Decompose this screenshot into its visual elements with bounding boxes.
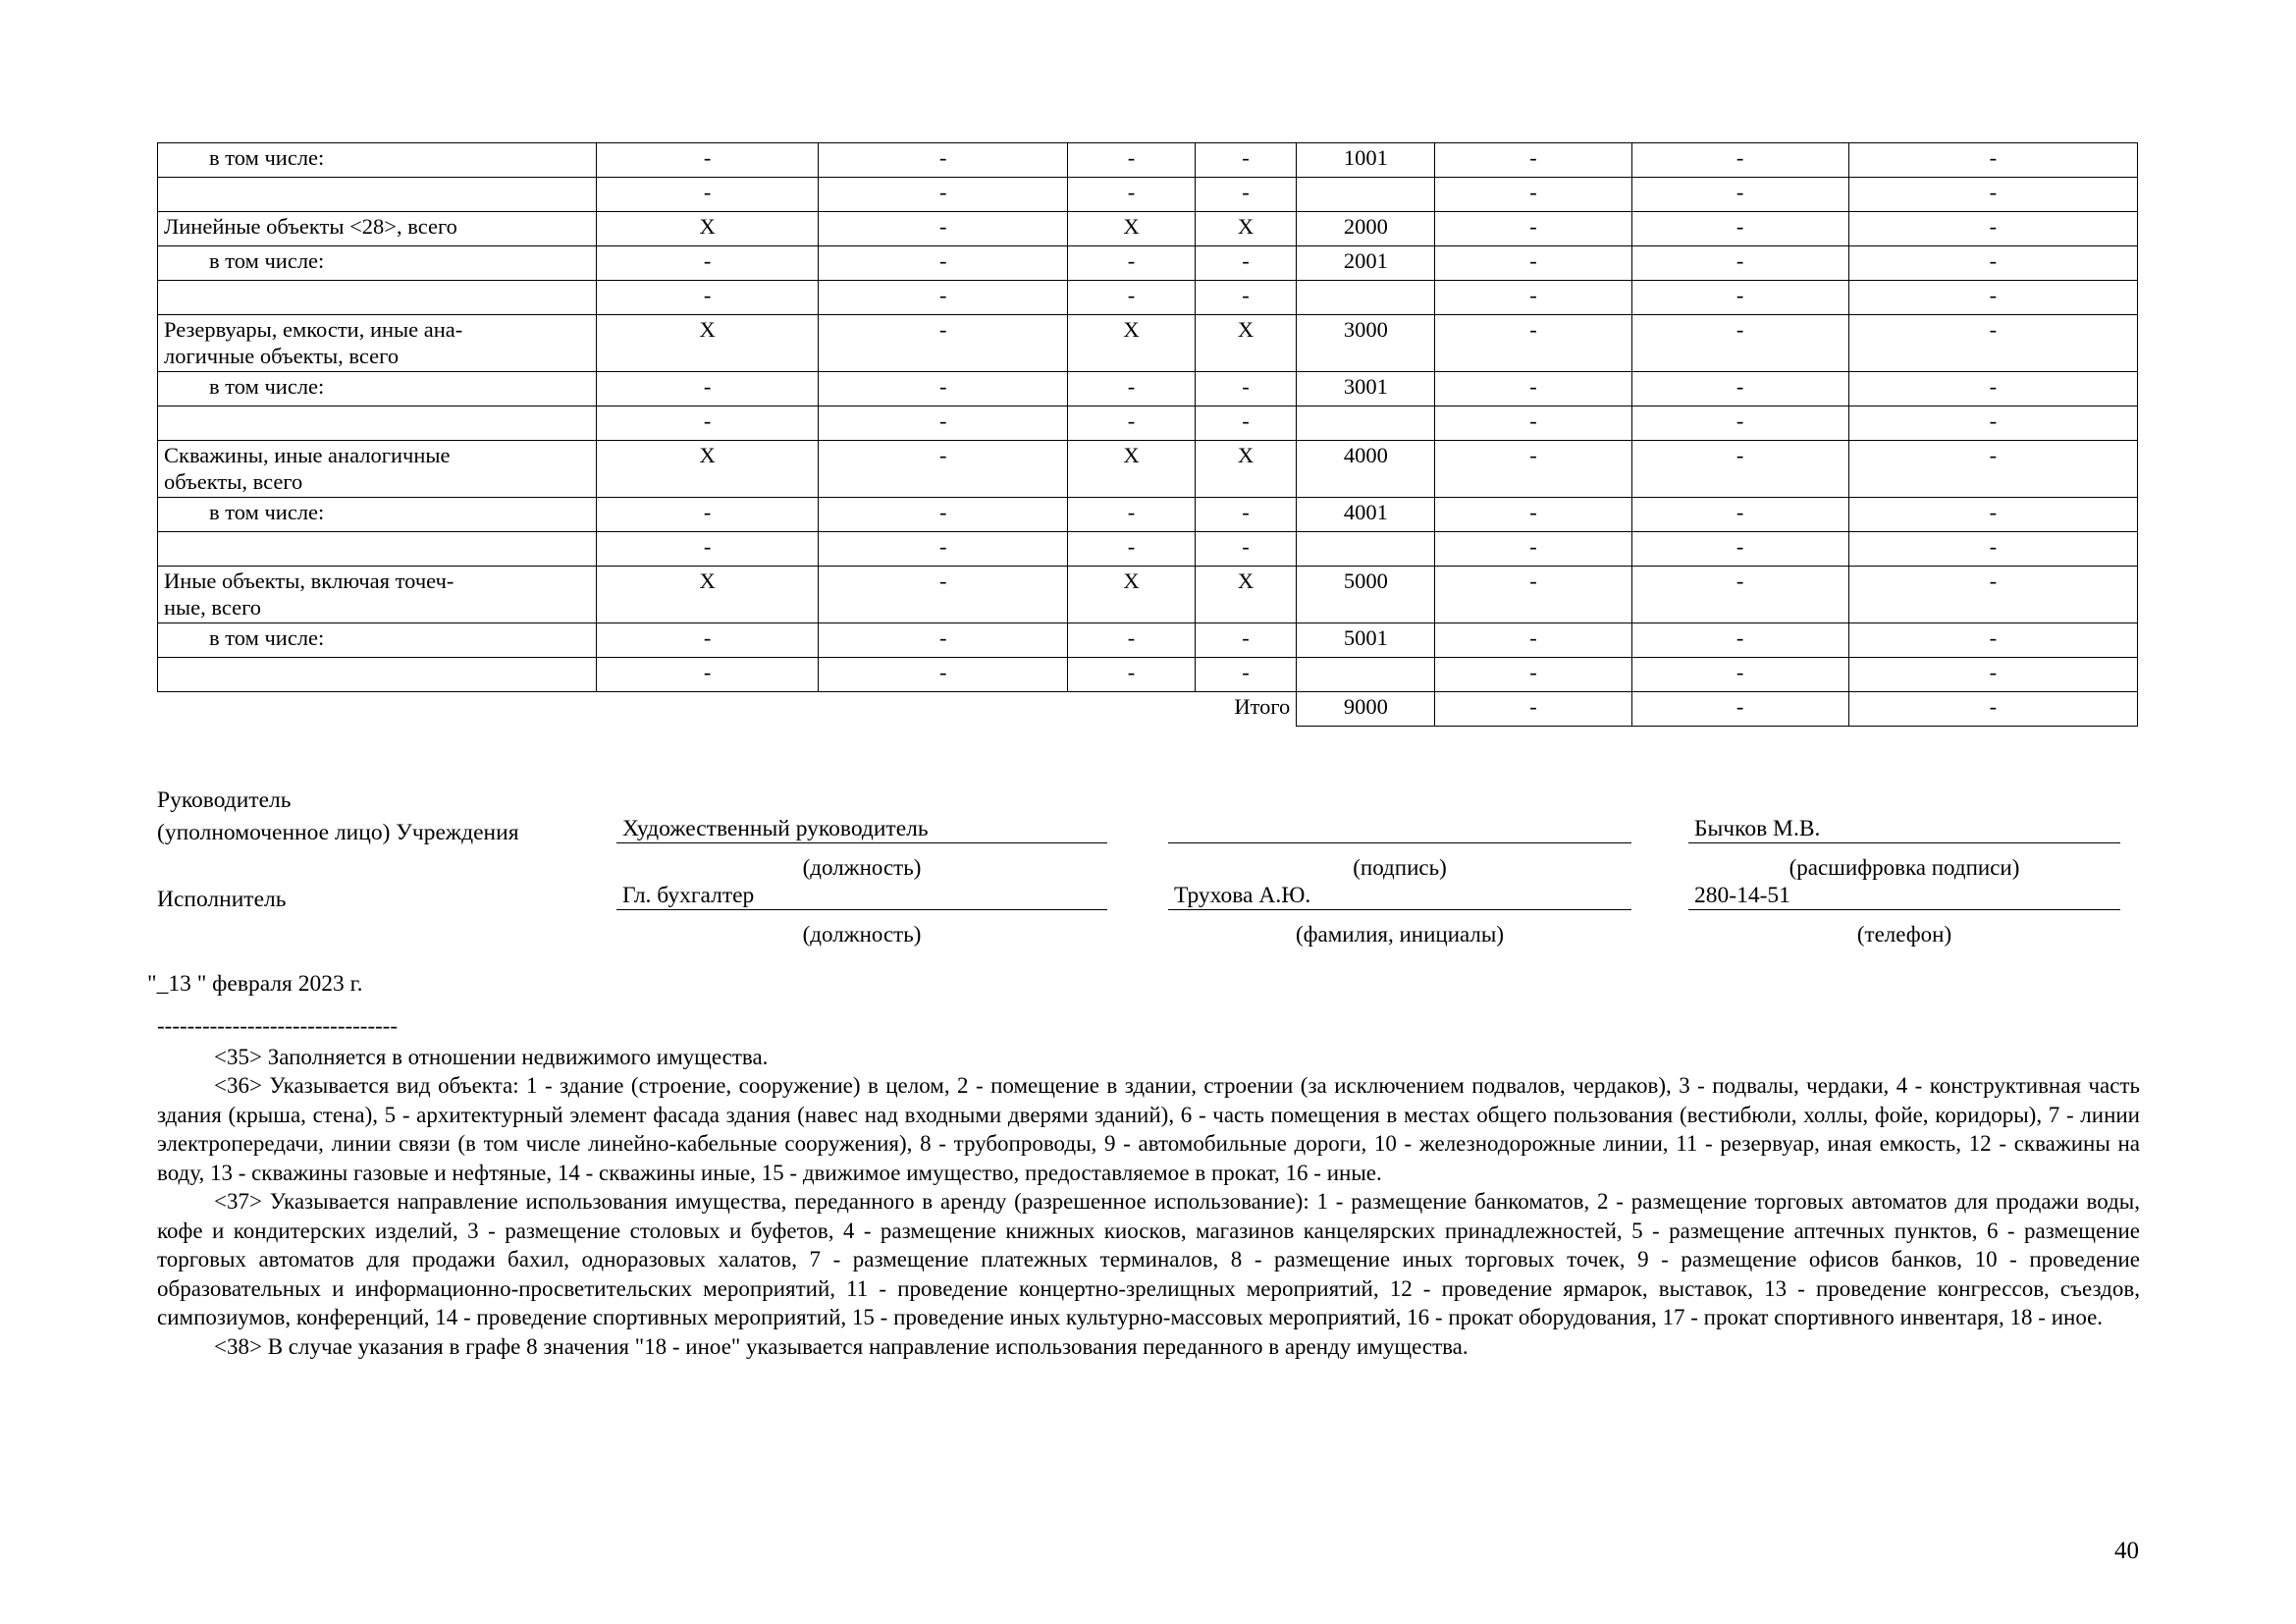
cell-col9: -: [1848, 281, 2137, 315]
cell-col3: -: [819, 315, 1068, 372]
cell-col9: -: [1848, 532, 2137, 567]
cell-col8: -: [1631, 567, 1848, 623]
total-label: Итого: [1234, 694, 1291, 720]
cell-col9: -: [1848, 178, 2137, 212]
footnotes-block: [157, 1011, 2140, 1362]
cell-col5: -: [1195, 281, 1297, 315]
row-label: в том числе:: [158, 498, 597, 532]
cell-col8: -: [1631, 212, 1848, 246]
row-label: в том числе:: [158, 623, 597, 658]
cell-col7: -: [1435, 315, 1631, 372]
cell-col3: -: [819, 281, 1068, 315]
property-table: [157, 142, 2138, 727]
cell-col3: -: [819, 143, 1068, 178]
total-col9: -: [1848, 692, 2137, 727]
cell-col4: -: [1068, 623, 1195, 658]
cell-col8: -: [1631, 178, 1848, 212]
total-code: 9000: [1297, 692, 1435, 727]
cell-col4: -: [1068, 372, 1195, 406]
cell-col4: X: [1068, 441, 1195, 498]
cell-col4: -: [1068, 143, 1195, 178]
table-row: [158, 178, 2138, 212]
caption-signature: (подпись): [1353, 855, 1447, 880]
cell-col7: -: [1435, 143, 1631, 178]
table-row: [158, 246, 2138, 281]
cell-col3: -: [819, 212, 1068, 246]
signature-block: [147, 785, 2140, 1004]
row-label: Резервуары, емкости, иные ана- логичные объекты, всего: [158, 315, 597, 372]
row-code: 1001: [1297, 143, 1435, 178]
cell-col9: -: [1848, 315, 2137, 372]
table-row: [158, 281, 2138, 315]
executor-name-field[interactable]: Трухова А.Ю.: [1168, 881, 1631, 910]
cell-col2: -: [597, 143, 819, 178]
footnote-38: <38> В случае указания в графе 8 значения "18 - иное" указывается направление использования переданного в аренду имущества.: [214, 1334, 1468, 1360]
cell-col8: -: [1631, 441, 1848, 498]
caption-surname: (фамилия, инициалы): [1295, 922, 1505, 947]
row-code: 4000: [1297, 441, 1435, 498]
cell-col7: -: [1435, 178, 1631, 212]
cell-col4: -: [1068, 178, 1195, 212]
footnote-36: <36> Указывается вид объекта: 1 - здание (строение, сооружение) в целом, 2 - помещение в здании, строении (за исключением подвалов, чердаков), 3 - подвалы, чердаки, 4 - конструктивная часть здания (крыша, стена), 5 - архитектурный элемент фасада здания (навес над входными дверями зданий), 6 - часть помещения в местах общего пользования (вестибюли, холлы, фойе, коридоры), 7 - линии электропередачи, линии связи (в том числе линейно-кабельные сооружения), 8 - трубопроводы, 9 - автомобильные дороги, 10 - железнодорожные линии, 11 - резервуар, иная емкость, 12 - скважины на воду, 13 - скважины газовые и нефтяные, 14 - скважины иные, 15 - движимое имущество, предоставляемое в прокат, 16 - иные.: [157, 1073, 2140, 1185]
property-table-container: [157, 142, 2138, 727]
cell-col8: -: [1631, 532, 1848, 567]
table-row: [158, 658, 2138, 692]
cell-col7: -: [1435, 532, 1631, 567]
cell-col3: -: [819, 441, 1068, 498]
cell-col2: X: [597, 441, 819, 498]
cell-col7: -: [1435, 281, 1631, 315]
row-label: [158, 658, 597, 692]
cell-col5: -: [1195, 498, 1297, 532]
executor-row: [157, 885, 2140, 920]
caption-position-2: (должность): [802, 922, 922, 947]
row-label: в том числе:: [158, 372, 597, 406]
date-row: [147, 965, 2140, 1004]
cell-col4: -: [1068, 498, 1195, 532]
cell-col2: -: [597, 658, 819, 692]
cell-col2: -: [597, 246, 819, 281]
cell-col3: -: [819, 623, 1068, 658]
cell-col9: -: [1848, 623, 2137, 658]
cell-col2: -: [597, 532, 819, 567]
cell-col5: -: [1195, 658, 1297, 692]
row-code: 5000: [1297, 567, 1435, 623]
total-col8: -: [1631, 692, 1848, 727]
cell-col3: -: [819, 567, 1068, 623]
row-code: [1297, 281, 1435, 315]
table-row: [158, 212, 2138, 246]
cell-col2: X: [597, 567, 819, 623]
cell-col9: -: [1848, 212, 2137, 246]
row-label: Линейные объекты <28>, всего: [158, 212, 597, 246]
cell-col7: -: [1435, 658, 1631, 692]
cell-col5: -: [1195, 532, 1297, 567]
cell-col9: -: [1848, 246, 2137, 281]
page-number: 40: [2114, 1538, 2139, 1564]
cell-col3: -: [819, 246, 1068, 281]
cell-col4: -: [1068, 406, 1195, 441]
cell-col2: X: [597, 315, 819, 372]
row-label: Иные объекты, включая точеч- ные, всего: [158, 567, 597, 623]
date-line: "_13 " февраля 2023 г.: [147, 971, 363, 997]
head-label-line2: (уполномоченное лицо) Учреждения: [157, 820, 519, 845]
table-row: [158, 406, 2138, 441]
cell-col5: -: [1195, 246, 1297, 281]
footnote-37: <37> Указывается направление использования имущества, переданного в аренду (разрешенное использование): 1 - размещение банкоматов, 2 - размещение торговых автоматов для продажи воды, кофе и кондитерских изделий, 3 - размещение столовых и буфетов, 4 - размещение книжных киосков, магазинов канцелярских принадлежностей, 5 - размещение аптечных пунктов, 6 - размещение торговых автоматов для продажи бахил, одноразовых халатов, 7 - размещение платежных терминалов, 8 - размещение иных торговых точек, 9 - размещение офисов банков, 10 - проведение образовательных и информационно-просветительских мероприятий, 11 - проведение концертно-зрелищных мероприятий, 12 - проведение ярмарок, выставок, 13 - проведение конгрессов, съездов, симпозиумов, конференций, 14 - проведение спортивных мероприятий, 15 - проведение иных культурно-массовых мероприятий, 16 - прокат оборудования, 17 - прокат спортивного инвентаря, 18 - иное.: [157, 1189, 2140, 1330]
head-signature-field[interactable]: [1168, 814, 1631, 843]
table-row: [158, 567, 2138, 623]
row-code: [1297, 532, 1435, 567]
cell-col3: -: [819, 178, 1068, 212]
caption-decoding: (расшифровка подписи): [1789, 855, 2020, 880]
cell-col4: X: [1068, 212, 1195, 246]
cell-col9: -: [1848, 143, 2137, 178]
table-row: [158, 315, 2138, 372]
head-name-field[interactable]: Бычков М.В.: [1688, 814, 2120, 843]
row-label: [158, 281, 597, 315]
total-col7: -: [1435, 692, 1631, 727]
cell-col2: -: [597, 406, 819, 441]
table-row: [158, 498, 2138, 532]
cell-col9: -: [1848, 441, 2137, 498]
cell-col5: -: [1195, 178, 1297, 212]
cell-col9: -: [1848, 498, 2137, 532]
cell-col8: -: [1631, 315, 1848, 372]
cell-col5: X: [1195, 441, 1297, 498]
cell-col3: -: [819, 498, 1068, 532]
cell-col4: -: [1068, 658, 1195, 692]
cell-col7: -: [1435, 623, 1631, 658]
row-code: 5001: [1297, 623, 1435, 658]
cell-col3: -: [819, 658, 1068, 692]
table-row: [158, 623, 2138, 658]
cell-col8: -: [1631, 658, 1848, 692]
row-label: [158, 532, 597, 567]
head-label-line1: Руководитель: [157, 787, 292, 813]
cell-col7: -: [1435, 246, 1631, 281]
cell-col3: -: [819, 406, 1068, 441]
cell-col8: -: [1631, 143, 1848, 178]
executor-position-field[interactable]: Гл. бухгалтер: [616, 881, 1107, 910]
cell-col9: -: [1848, 567, 2137, 623]
cell-col5: X: [1195, 212, 1297, 246]
property-table-body: [158, 143, 2138, 727]
cell-col8: -: [1631, 281, 1848, 315]
row-label: [158, 178, 597, 212]
cell-col9: -: [1848, 406, 2137, 441]
table-row: [158, 143, 2138, 178]
cell-col4: X: [1068, 567, 1195, 623]
cell-col7: -: [1435, 406, 1631, 441]
cell-col4: -: [1068, 532, 1195, 567]
row-code: 3001: [1297, 372, 1435, 406]
row-label: в том числе:: [158, 246, 597, 281]
footnote-35: <35> Заполняется в отношении недвижимого имущества.: [214, 1044, 769, 1069]
cell-col4: -: [1068, 246, 1195, 281]
row-code: 4001: [1297, 498, 1435, 532]
cell-col8: -: [1631, 246, 1848, 281]
cell-col3: -: [819, 532, 1068, 567]
table-row: [158, 532, 2138, 567]
cell-col5: X: [1195, 567, 1297, 623]
cell-col7: -: [1435, 372, 1631, 406]
cell-col2: -: [597, 178, 819, 212]
cell-col5: -: [1195, 623, 1297, 658]
head-position-field[interactable]: Художественный руководитель: [616, 814, 1107, 843]
row-code: 3000: [1297, 315, 1435, 372]
cell-col7: -: [1435, 567, 1631, 623]
cell-col5: -: [1195, 406, 1297, 441]
row-label: Скважины, иные аналогичные объекты, всего: [158, 441, 597, 498]
table-total-row: [158, 692, 2138, 727]
cell-col3: -: [819, 372, 1068, 406]
cell-col2: -: [597, 498, 819, 532]
cell-col8: -: [1631, 372, 1848, 406]
cell-col5: X: [1195, 315, 1297, 372]
cell-col9: -: [1848, 658, 2137, 692]
cell-col9: -: [1848, 372, 2137, 406]
cell-col5: -: [1195, 143, 1297, 178]
cell-col2: -: [597, 623, 819, 658]
cell-col7: -: [1435, 498, 1631, 532]
cell-col2: -: [597, 281, 819, 315]
cell-col8: -: [1631, 623, 1848, 658]
cell-col5: -: [1195, 372, 1297, 406]
executor-captions-row: [157, 920, 2140, 955]
cell-col4: -: [1068, 281, 1195, 315]
row-code: 2000: [1297, 212, 1435, 246]
footnotes-divider: --------------------------------: [157, 1013, 399, 1038]
table-row: [158, 372, 2138, 406]
row-code: 2001: [1297, 246, 1435, 281]
cell-col8: -: [1631, 406, 1848, 441]
cell-col2: X: [597, 212, 819, 246]
caption-position-1: (должность): [802, 855, 922, 880]
table-row: [158, 441, 2138, 498]
row-code: [1297, 406, 1435, 441]
cell-col7: -: [1435, 212, 1631, 246]
caption-phone: (телефон): [1856, 922, 1952, 947]
row-code: [1297, 658, 1435, 692]
head-line2-row: [157, 818, 2140, 853]
row-code: [1297, 178, 1435, 212]
cell-col4: X: [1068, 315, 1195, 372]
cell-col2: -: [597, 372, 819, 406]
row-label: в том числе:: [158, 143, 597, 178]
cell-col8: -: [1631, 498, 1848, 532]
executor-phone-field[interactable]: 280-14-51: [1688, 881, 2120, 910]
row-label: [158, 406, 597, 441]
cell-col7: -: [1435, 441, 1631, 498]
executor-label: Исполнитель: [157, 887, 287, 912]
